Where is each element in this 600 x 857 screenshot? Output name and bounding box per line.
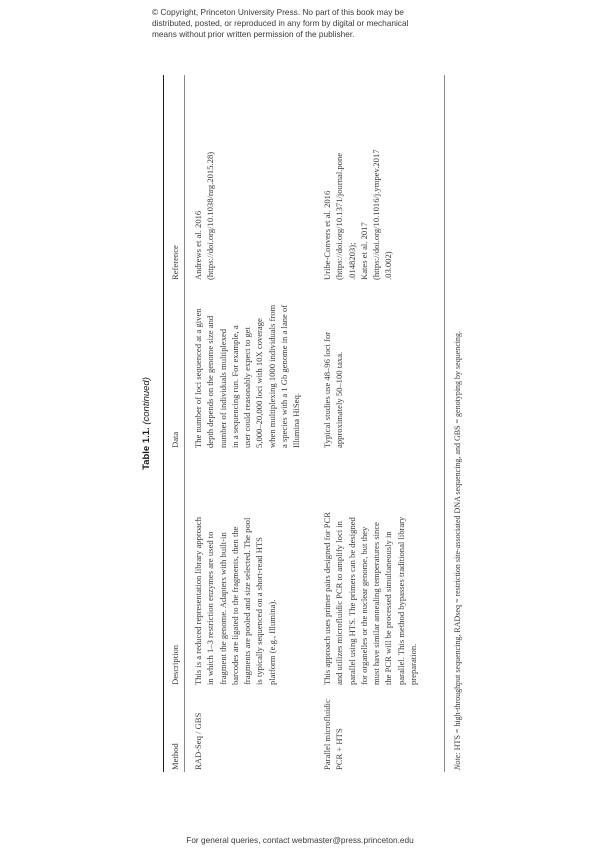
cell-line: parallel. This method bypasses traditional library [395, 516, 406, 685]
cell-line: for organelles or the nuclear genome, but they [358, 526, 369, 685]
copyright-line: means without prior written permission of the publisher. [152, 29, 355, 40]
cell-line: parallel using HTS. The primers can be designed [346, 517, 357, 685]
table-top-rule [163, 75, 164, 772]
table-title-suffix: (continued) [141, 377, 152, 425]
cell-line: 5,000–20,000 loci with 10X coverage [254, 318, 265, 448]
cell-line: approximately 50–100 taxa. [334, 351, 345, 448]
table-row-2-method [321, 690, 346, 770]
table-row-1-data [192, 288, 303, 448]
note-text: HTS = high-throughput sequencing, RADseq = restriction site-associated DNA sequencing, and GBS = genotyping by sequencing. [453, 330, 462, 753]
cell-line: in a sequencing run. For example, a [229, 325, 240, 448]
table-row-1-method [192, 690, 204, 770]
note-label: Note: [453, 752, 462, 770]
column-header-description: Description [170, 644, 180, 685]
table-row-2-data [321, 288, 346, 448]
cell-line: in which 1–3 restriction enzymes are used to [205, 531, 216, 685]
cell-line: preparation. [408, 643, 419, 685]
cell-line: Parallel microfluidic [322, 699, 332, 770]
cell-line: RAD-Seq / GBS [193, 712, 203, 770]
table-row-2-reference [321, 80, 395, 280]
cell-line: depth depends on the genome size and [205, 315, 216, 448]
cell-line: Illumina HiSeq. [291, 393, 302, 448]
column-header-data: Data [170, 431, 180, 448]
cell-line: is typically sequenced on a short-read HTS [254, 537, 265, 685]
cell-line: when multiplexing 1000 individuals from [266, 304, 277, 448]
cell-line: This is a reduced representation library approach [193, 517, 203, 685]
cell-line: This approach uses primer pairs designed for PCR [322, 511, 332, 685]
table-row-1-reference [192, 80, 217, 280]
reference-link[interactable]: (https://doi.org/10.1038/nrg.2015.28) [205, 151, 216, 280]
cell-line: number of individuals multiplexed [217, 328, 228, 448]
cell-line: user could reasonably expect to get [242, 327, 253, 448]
copyright-notice [152, 7, 452, 41]
reference-link[interactable]: .03.002) [383, 251, 394, 280]
column-header-method: Method [170, 743, 180, 770]
cell-line: Andrews et al. 2016 [193, 210, 203, 280]
cell-line: must have similar annealing temperatures since [371, 522, 382, 685]
reference-link[interactable]: (https://doi.org/10.1016/j.ympev.2017 [371, 149, 382, 280]
cell-line: fragments are pooled and size selected. The pool [242, 517, 253, 685]
reference-link[interactable]: (https://doi.org/10.1371/journal.pone [334, 152, 345, 280]
cell-line: Typical studies use 48–96 loci for [322, 331, 332, 448]
rotated-table-page [140, 75, 460, 772]
cell-line: barcodes are ligated to the fragments, then the [229, 526, 240, 685]
cell-line: the PCR will be processed simultaneously in [383, 531, 394, 685]
table-title-label: Table 1.1. [141, 427, 152, 470]
table-bottom-rule [444, 75, 445, 772]
table-header-rule [184, 75, 185, 772]
column-header-reference: Reference [170, 245, 180, 280]
copyright-line: distributed, posted, or reproduced in any form by digital or mechanical [152, 18, 409, 29]
cell-line: a species with a 1 Gb genome in a lane of [279, 304, 290, 448]
cell-line: and utilizes microfluidic PCR to amplify loci in [334, 521, 345, 685]
cell-line: PCR + HTS [334, 728, 345, 770]
cell-line: The number of loci sequenced at a given [193, 308, 203, 448]
table-title [141, 75, 152, 772]
cell-line: Kates et al. 2017 [358, 222, 369, 280]
table-row-2-description [321, 453, 419, 685]
table-row-1-description [192, 453, 278, 685]
reference-link[interactable]: .0148203); [346, 242, 357, 280]
cell-line: fragment the genome. Adapters with built-in [217, 532, 228, 685]
copyright-line: © Copyright, Princeton University Press. No part of this book may be [152, 7, 404, 17]
cell-line: Uribe-Convers et al. 2016 [322, 190, 332, 280]
table-note [452, 80, 463, 770]
footer-contact: For general queries, contact webmaster@press.princeton.edu [186, 835, 414, 845]
cell-line: platform (e.g., Illumina). [266, 599, 277, 685]
